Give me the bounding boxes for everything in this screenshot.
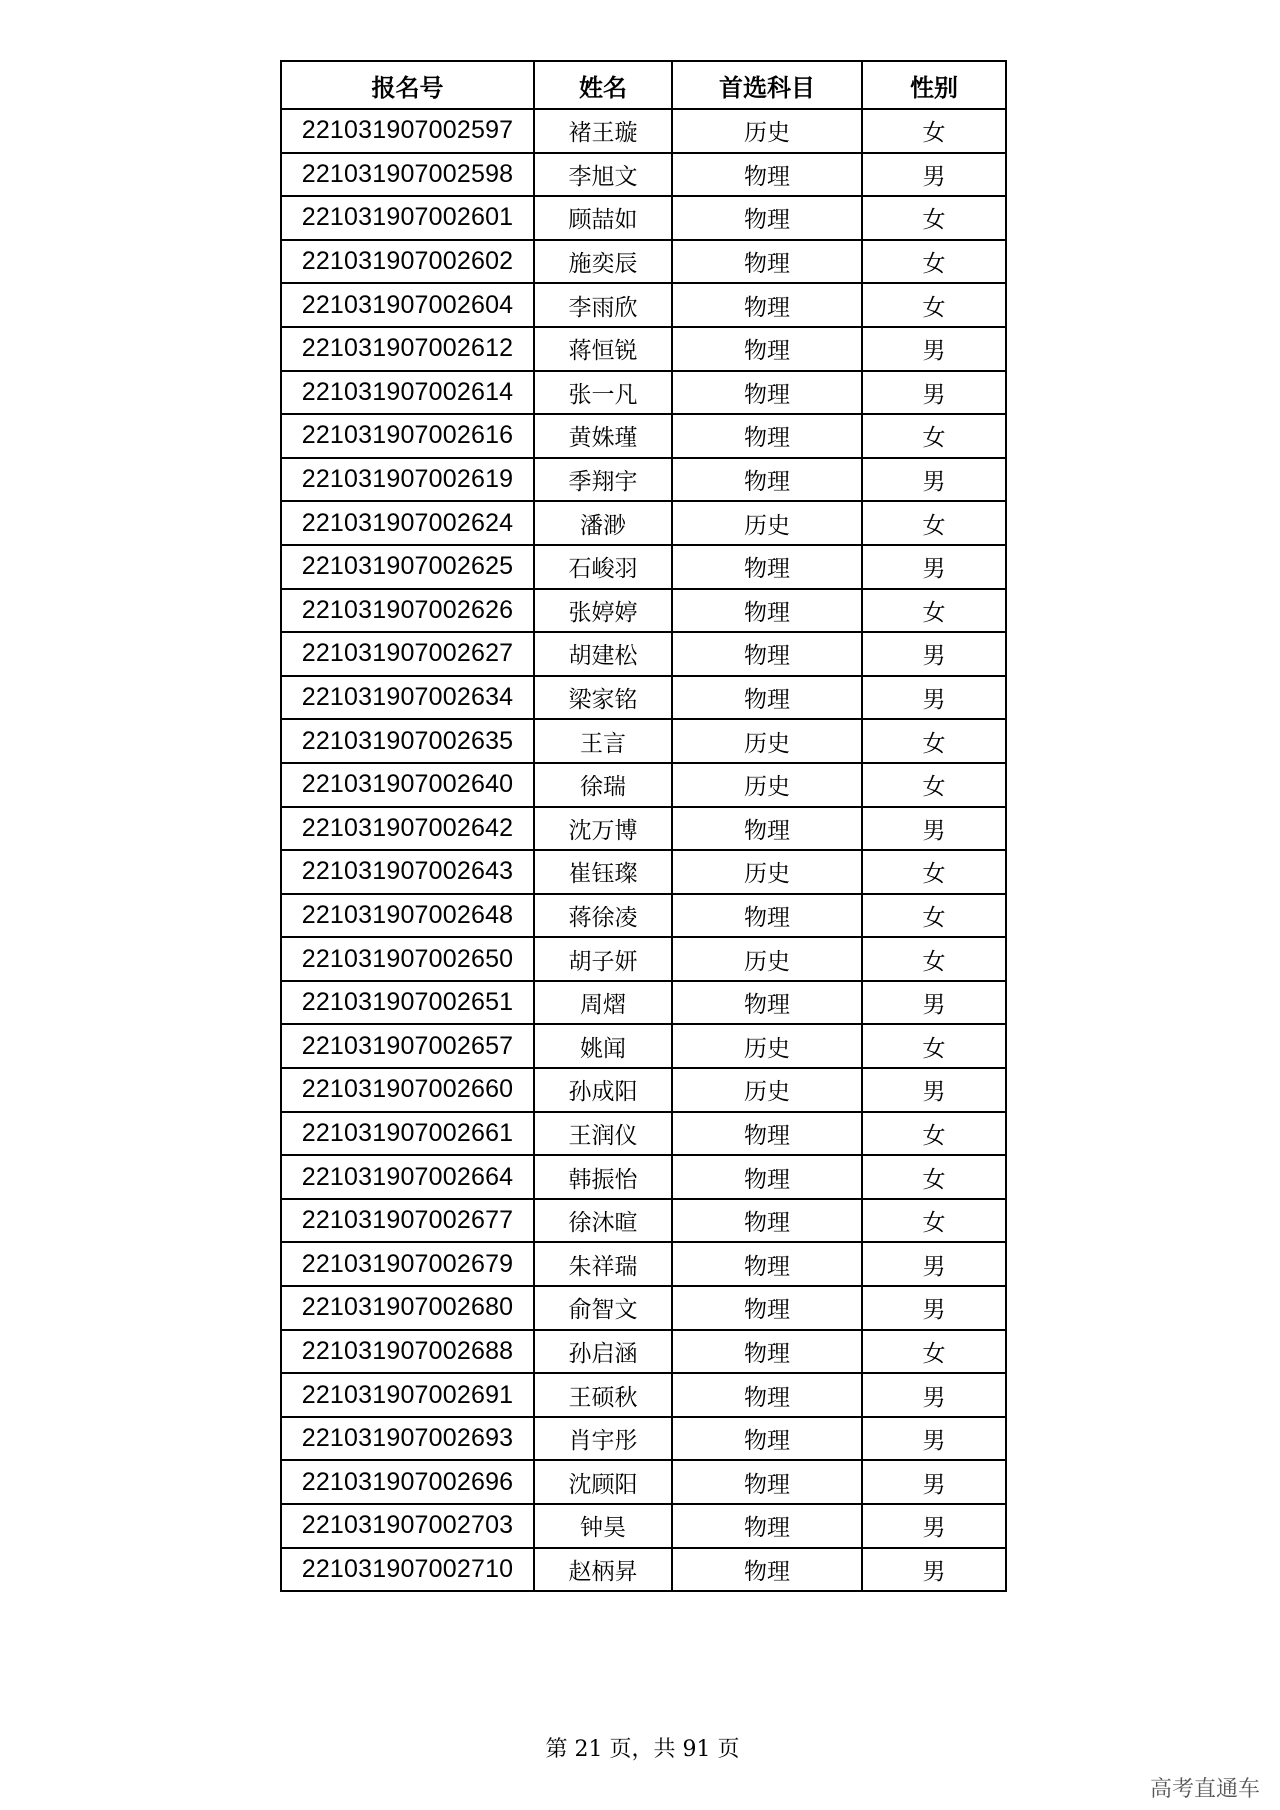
subject-cell: 物理 — [672, 414, 862, 458]
table-row — [281, 1242, 1006, 1286]
gender-cell: 女 — [862, 894, 1006, 938]
name-cell: 朱祥瑞 — [534, 1242, 672, 1286]
subject-cell: 物理 — [672, 1548, 862, 1592]
gender-cell: 女 — [862, 719, 1006, 763]
registration-number-cell: 221031907002703 — [281, 1504, 534, 1548]
registration-number-cell: 221031907002691 — [281, 1373, 534, 1417]
subject-cell: 历史 — [672, 850, 862, 894]
name-cell: 施奕辰 — [534, 240, 672, 284]
gender-cell: 女 — [862, 589, 1006, 633]
registration-number-cell: 221031907002657 — [281, 1024, 534, 1068]
name-cell: 赵柄昇 — [534, 1548, 672, 1592]
table-row — [281, 937, 1006, 981]
name-cell: 韩振怡 — [534, 1155, 672, 1199]
registration-number-cell: 221031907002710 — [281, 1548, 534, 1592]
gender-cell: 女 — [862, 196, 1006, 240]
gender-cell: 女 — [862, 1112, 1006, 1156]
gender-cell: 男 — [862, 458, 1006, 502]
name-cell: 徐沐暄 — [534, 1199, 672, 1243]
subject-cell: 物理 — [672, 1242, 862, 1286]
registration-number-cell: 221031907002677 — [281, 1199, 534, 1243]
registration-number-cell: 221031907002624 — [281, 501, 534, 545]
table-row — [281, 1373, 1006, 1417]
table-row — [281, 109, 1006, 153]
gender-cell: 男 — [862, 632, 1006, 676]
table-row — [281, 1548, 1006, 1592]
table-row — [281, 632, 1006, 676]
page-number: 第 21 页，共 91 页 — [545, 1737, 740, 1762]
registration-number-cell: 221031907002660 — [281, 1068, 534, 1112]
name-cell: 王润仪 — [534, 1112, 672, 1156]
table-row — [281, 414, 1006, 458]
name-cell: 周熠 — [534, 981, 672, 1025]
gender-cell: 女 — [862, 414, 1006, 458]
table-row — [281, 240, 1006, 284]
table-row — [281, 327, 1006, 371]
subject-cell: 物理 — [672, 327, 862, 371]
name-cell: 梁家铭 — [534, 676, 672, 720]
table-row — [281, 1286, 1006, 1330]
registration-number-cell: 221031907002597 — [281, 109, 534, 153]
name-cell: 姚闻 — [534, 1024, 672, 1068]
subject-cell: 物理 — [672, 1460, 862, 1504]
gender-cell: 女 — [862, 501, 1006, 545]
gender-cell: 男 — [862, 1417, 1006, 1461]
registration-number-cell: 221031907002634 — [281, 676, 534, 720]
subject-cell: 物理 — [672, 371, 862, 415]
gender-cell: 女 — [862, 240, 1006, 284]
registration-number-cell: 221031907002602 — [281, 240, 534, 284]
subject-cell: 历史 — [672, 109, 862, 153]
name-cell: 石峻羽 — [534, 545, 672, 589]
name-cell: 钟昊 — [534, 1504, 672, 1548]
gender-cell: 男 — [862, 1373, 1006, 1417]
name-cell: 蒋徐凌 — [534, 894, 672, 938]
gender-cell: 男 — [862, 1504, 1006, 1548]
gender-cell: 男 — [862, 676, 1006, 720]
gender-cell: 男 — [862, 1286, 1006, 1330]
registration-number-cell: 221031907002642 — [281, 807, 534, 851]
registration-number-cell: 221031907002643 — [281, 850, 534, 894]
table-row — [281, 719, 1006, 763]
registration-number-cell: 221031907002601 — [281, 196, 534, 240]
table-row — [281, 1417, 1006, 1461]
subject-cell: 物理 — [672, 632, 862, 676]
header-name: 姓名 — [534, 61, 672, 109]
subject-cell: 物理 — [672, 807, 862, 851]
table-row — [281, 1155, 1006, 1199]
name-cell: 沈万博 — [534, 807, 672, 851]
gender-cell: 女 — [862, 109, 1006, 153]
name-cell: 蒋恒锐 — [534, 327, 672, 371]
table-row — [281, 1330, 1006, 1374]
gender-cell: 男 — [862, 1548, 1006, 1592]
registration-number-cell: 221031907002627 — [281, 632, 534, 676]
name-cell: 季翔宇 — [534, 458, 672, 502]
table-row — [281, 1068, 1006, 1112]
subject-cell: 历史 — [672, 1024, 862, 1068]
name-cell: 胡子妍 — [534, 937, 672, 981]
registration-number-cell: 221031907002616 — [281, 414, 534, 458]
table-header-row — [281, 61, 1006, 109]
registration-number-cell: 221031907002626 — [281, 589, 534, 633]
registration-number-cell: 221031907002664 — [281, 1155, 534, 1199]
table-row — [281, 501, 1006, 545]
table-row — [281, 850, 1006, 894]
name-cell: 潘渺 — [534, 501, 672, 545]
registration-number-cell: 221031907002614 — [281, 371, 534, 415]
table-row — [281, 807, 1006, 851]
gender-cell: 男 — [862, 807, 1006, 851]
subject-cell: 物理 — [672, 894, 862, 938]
table-row — [281, 458, 1006, 502]
gender-cell: 女 — [862, 763, 1006, 807]
gender-cell: 女 — [862, 283, 1006, 327]
table-row — [281, 1460, 1006, 1504]
subject-cell: 物理 — [672, 676, 862, 720]
table-row — [281, 589, 1006, 633]
table-row — [281, 545, 1006, 589]
registration-number-cell: 221031907002650 — [281, 937, 534, 981]
name-cell: 肖宇彤 — [534, 1417, 672, 1461]
gender-cell: 男 — [862, 545, 1006, 589]
subject-cell: 物理 — [672, 1112, 862, 1156]
subject-cell: 物理 — [672, 240, 862, 284]
subject-cell: 历史 — [672, 719, 862, 763]
table-row — [281, 894, 1006, 938]
table-row — [281, 1504, 1006, 1548]
name-cell: 孙成阳 — [534, 1068, 672, 1112]
table-row — [281, 1199, 1006, 1243]
name-cell: 褚王璇 — [534, 109, 672, 153]
subject-cell: 物理 — [672, 1417, 862, 1461]
registration-number-cell: 221031907002696 — [281, 1460, 534, 1504]
name-cell: 张婷婷 — [534, 589, 672, 633]
registration-number-cell: 221031907002651 — [281, 981, 534, 1025]
table-row — [281, 371, 1006, 415]
subject-cell: 历史 — [672, 501, 862, 545]
gender-cell: 男 — [862, 371, 1006, 415]
subject-cell: 物理 — [672, 1504, 862, 1548]
name-cell: 王硕秋 — [534, 1373, 672, 1417]
registration-number-cell: 221031907002635 — [281, 719, 534, 763]
subject-cell: 物理 — [672, 196, 862, 240]
subject-cell: 物理 — [672, 589, 862, 633]
name-cell: 李旭文 — [534, 153, 672, 197]
table-row — [281, 1112, 1006, 1156]
table-row — [281, 283, 1006, 327]
name-cell: 顾喆如 — [534, 196, 672, 240]
gender-cell: 女 — [862, 1330, 1006, 1374]
name-cell: 孙启涵 — [534, 1330, 672, 1374]
gender-cell: 男 — [862, 1460, 1006, 1504]
table-row — [281, 196, 1006, 240]
name-cell: 沈顾阳 — [534, 1460, 672, 1504]
table-row — [281, 763, 1006, 807]
gender-cell: 女 — [862, 937, 1006, 981]
registration-table-container — [280, 60, 1005, 1592]
registration-number-cell: 221031907002693 — [281, 1417, 534, 1461]
registration-number-cell: 221031907002604 — [281, 283, 534, 327]
gender-cell: 男 — [862, 1242, 1006, 1286]
header-primary-subject: 首选科目 — [672, 61, 862, 109]
registration-number-cell: 221031907002661 — [281, 1112, 534, 1156]
gender-cell: 男 — [862, 327, 1006, 371]
registration-number-cell: 221031907002679 — [281, 1242, 534, 1286]
header-registration-number: 报名号 — [281, 61, 534, 109]
header-gender: 性别 — [862, 61, 1006, 109]
registration-number-cell: 221031907002640 — [281, 763, 534, 807]
name-cell: 王言 — [534, 719, 672, 763]
subject-cell: 物理 — [672, 153, 862, 197]
gender-cell: 女 — [862, 850, 1006, 894]
registration-table — [280, 60, 1007, 1592]
registration-number-cell: 221031907002598 — [281, 153, 534, 197]
registration-number-cell: 221031907002688 — [281, 1330, 534, 1374]
name-cell: 胡建松 — [534, 632, 672, 676]
name-cell: 崔钰璨 — [534, 850, 672, 894]
name-cell: 李雨欣 — [534, 283, 672, 327]
subject-cell: 物理 — [672, 458, 862, 502]
subject-cell: 物理 — [672, 1330, 862, 1374]
gender-cell: 男 — [862, 153, 1006, 197]
subject-cell: 历史 — [672, 763, 862, 807]
subject-cell: 物理 — [672, 1373, 862, 1417]
table-row — [281, 153, 1006, 197]
subject-cell: 物理 — [672, 545, 862, 589]
registration-number-cell: 221031907002619 — [281, 458, 534, 502]
name-cell: 俞智文 — [534, 1286, 672, 1330]
table-body — [281, 109, 1006, 1591]
subject-cell: 历史 — [672, 937, 862, 981]
table-row — [281, 1024, 1006, 1068]
name-cell: 黄姝瑾 — [534, 414, 672, 458]
subject-cell: 物理 — [672, 1155, 862, 1199]
gender-cell: 女 — [862, 1024, 1006, 1068]
gender-cell: 男 — [862, 1068, 1006, 1112]
registration-number-cell: 221031907002648 — [281, 894, 534, 938]
registration-number-cell: 221031907002612 — [281, 327, 534, 371]
subject-cell: 物理 — [672, 981, 862, 1025]
name-cell: 张一凡 — [534, 371, 672, 415]
subject-cell: 物理 — [672, 283, 862, 327]
table-row — [281, 981, 1006, 1025]
registration-number-cell: 221031907002680 — [281, 1286, 534, 1330]
subject-cell: 历史 — [672, 1068, 862, 1112]
subject-cell: 物理 — [672, 1286, 862, 1330]
subject-cell: 物理 — [672, 1199, 862, 1243]
gender-cell: 男 — [862, 981, 1006, 1025]
registration-number-cell: 221031907002625 — [281, 545, 534, 589]
watermark-text: 高考直通车 — [1149, 1777, 1260, 1802]
gender-cell: 女 — [862, 1155, 1006, 1199]
table-row — [281, 676, 1006, 720]
name-cell: 徐瑞 — [534, 763, 672, 807]
gender-cell: 女 — [862, 1199, 1006, 1243]
